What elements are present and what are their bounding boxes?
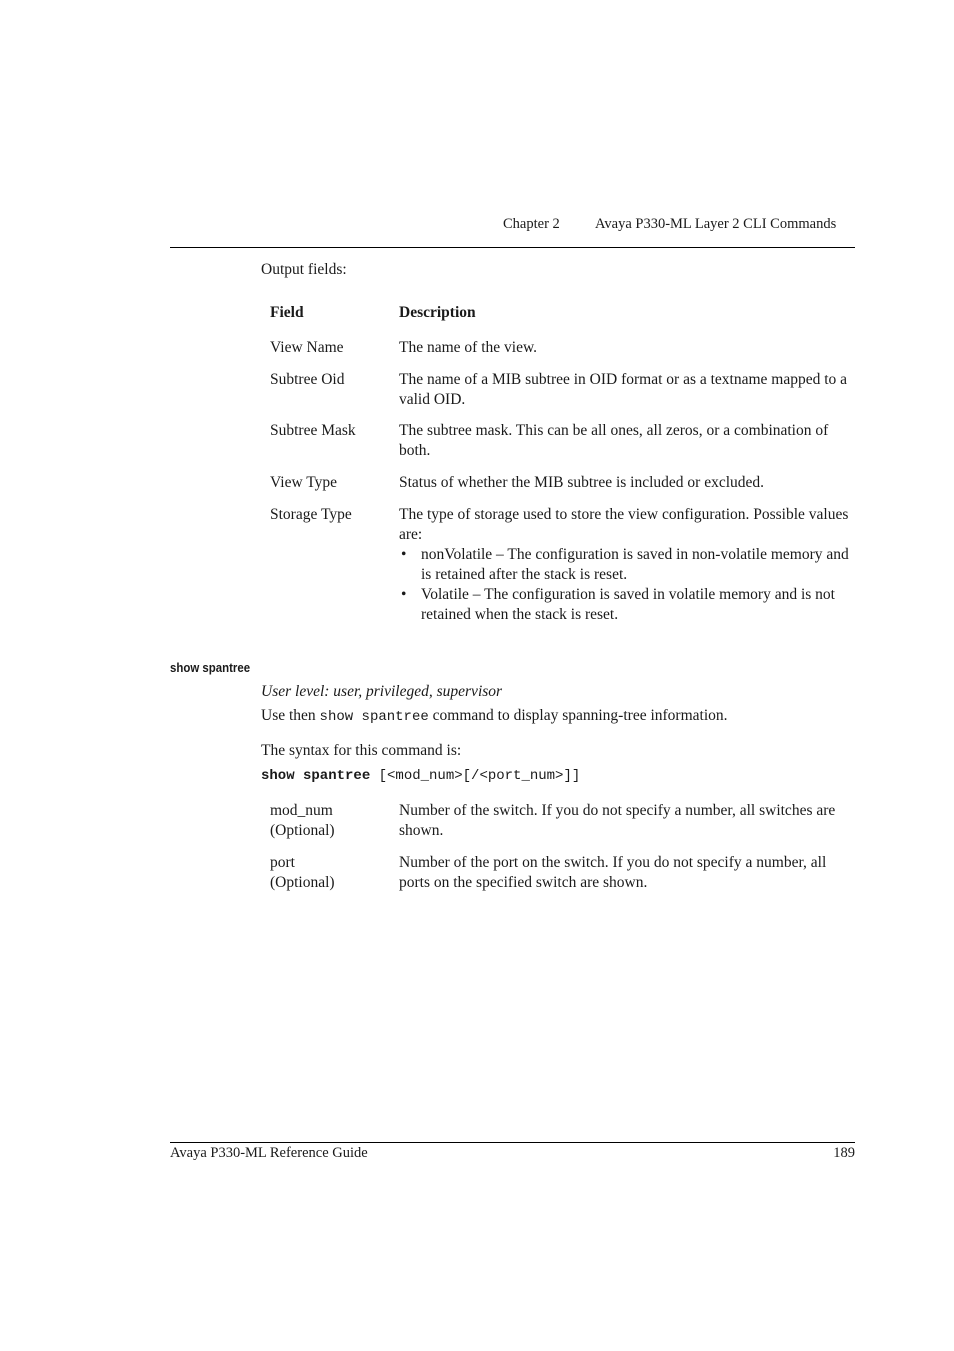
field-description-block	[399, 505, 855, 625]
field-description: Status of whether the MIB subtree is included or excluded.	[399, 474, 765, 491]
header-title: Avaya P330-ML Layer 2 CLI Commands	[595, 216, 837, 232]
field-name: Storage Type	[270, 506, 352, 523]
syntax-line	[261, 768, 580, 784]
section-heading: show spantree	[170, 660, 251, 675]
param-cell	[270, 853, 395, 892]
param-qualifier: (Optional)	[270, 873, 335, 891]
field-name: View Type	[270, 474, 338, 491]
col-description-header: Description	[399, 304, 476, 321]
page-number: 189	[833, 1145, 855, 1161]
param-name: port	[270, 854, 295, 871]
field-description: The subtree mask. This can be all ones, all zeros, or a combination of both.	[399, 422, 829, 459]
header-chapter: Chapter 2	[503, 216, 560, 232]
user-level: User level: user, privileged, supervisor	[261, 683, 503, 700]
usage-prefix: Use then	[261, 707, 320, 724]
footer-guide: Avaya P330-ML Reference Guide	[170, 1145, 368, 1161]
list-item: • Volatile – The configuration is saved in volatile memory and is not retained when the stack is reset.	[399, 585, 855, 624]
usage-command: show spantree	[319, 709, 429, 725]
field-description: The name of the view.	[399, 339, 538, 356]
header-rule	[170, 247, 855, 248]
usage-suffix: command to display spanning-tree information.	[428, 707, 728, 724]
field-name: Subtree Mask	[270, 422, 356, 439]
param-name: mod_num	[270, 802, 333, 819]
field-description: The name of a MIB subtree in OID format or as a textname mapped to a valid OID.	[399, 371, 848, 408]
usage-text	[261, 707, 728, 725]
syntax-args: [<mod_num>[/<port_num>]]	[378, 768, 581, 784]
param-description: Number of the switch. If you do not specify a number, all switches are shown.	[399, 802, 836, 839]
bullet-list	[399, 545, 855, 624]
param-qualifier: (Optional)	[270, 821, 335, 839]
param-description: Number of the port on the switch. If you do not specify a number, all ports on the specified switch are shown.	[399, 854, 827, 891]
field-name: View Name	[270, 339, 344, 356]
footer-rule	[170, 1142, 855, 1143]
output-fields-label: Output fields:	[261, 261, 347, 278]
field-name: Subtree Oid	[270, 371, 345, 388]
syntax-command: show spantree	[261, 768, 371, 784]
syntax-intro: The syntax for this command is:	[261, 742, 462, 759]
col-field-header: Field	[270, 304, 304, 321]
param-cell	[270, 801, 395, 840]
field-description: The type of storage used to store the view configuration. Possible values are:	[399, 506, 849, 543]
list-item: • nonVolatile – The configuration is saved in non-volatile memory and is retained after the stack is reset.	[399, 545, 855, 584]
